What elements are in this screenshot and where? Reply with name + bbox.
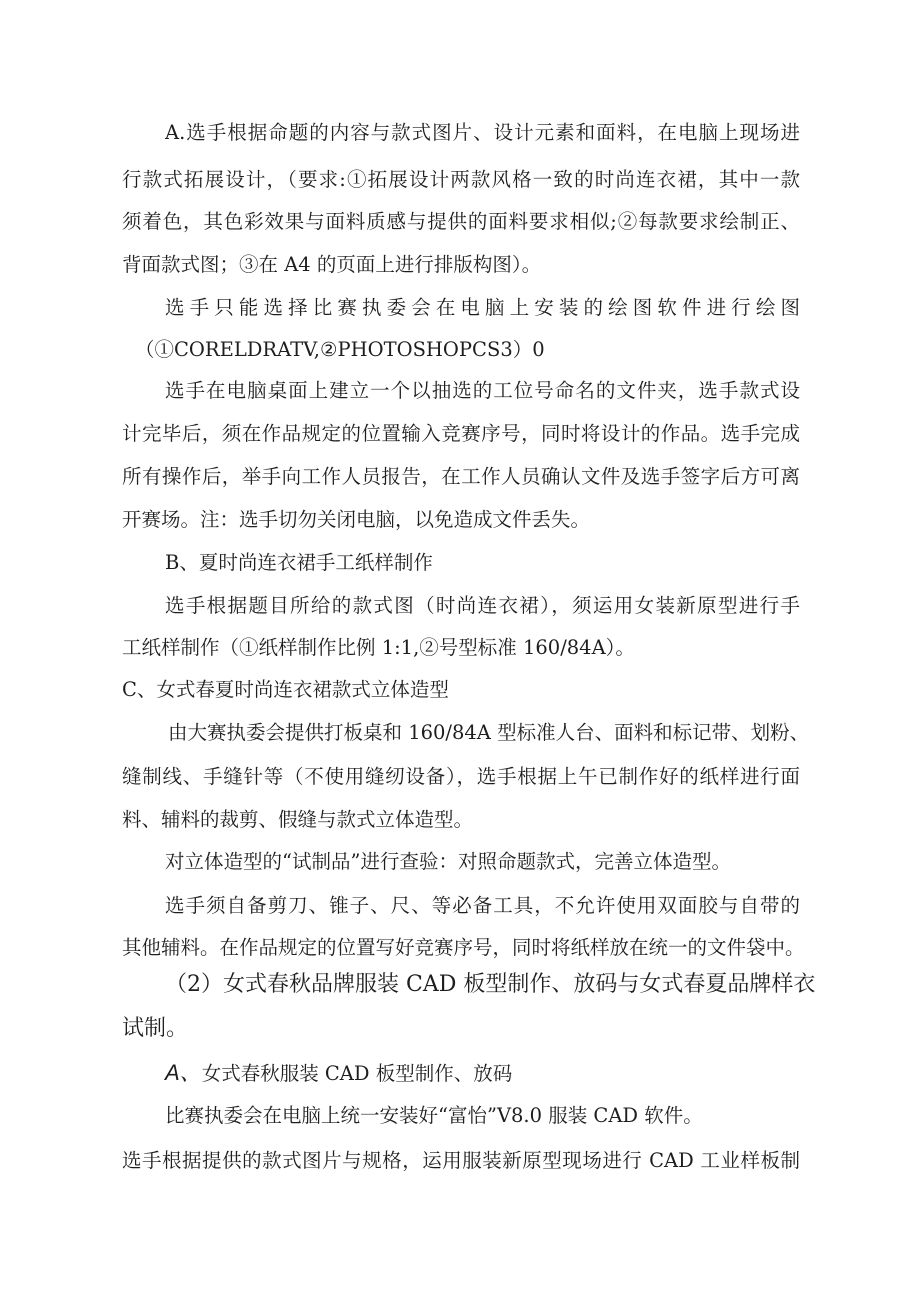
paragraph-a-line: 行款式拓展设计，（要求:①拓展设计两款风格一致的时尚连衣裙，其中一款 — [122, 168, 800, 191]
cad-software-paragraph-line: 比赛执委会在电脑上统一安装好“富怡”V8.0 服装 CAD 软件。 — [165, 1104, 703, 1127]
subsection-2-heading: 试制。 — [122, 1016, 189, 1041]
tools-paragraph-line: 选手须自备剪刀、锥子、尺、等必备工具，不允许使用双面胶与自带的 — [165, 894, 800, 917]
section-b-heading: B、夏时尚连衣裙手工纸样制作 — [165, 551, 433, 574]
folder-paragraph-line: 计完毕后，须在作品规定的位置输入竞赛序号，同时将设计的作品。选手完成 — [122, 422, 800, 445]
section-c-paragraph-line: 料、辅料的裁剪、假缝与款式立体造型。 — [122, 808, 474, 831]
paragraph-a-line: A.选手根据命题的内容与款式图片、设计元素和面料，在电脑上现场进 — [165, 121, 800, 144]
folder-paragraph-line: 所有操作后，举手向工作人员报告，在工作人员确认文件及选手签字后方可离 — [122, 465, 800, 488]
section-c-paragraph-line: 由大赛执委会提供打板桌和 160/84A 型标准人台、面料和标记带、划粉、 — [168, 721, 810, 744]
paragraph-a-line: 须着色，其色彩效果与面料质感与提供的面料要求相似;②每款要求绘制正、 — [122, 210, 800, 233]
folder-paragraph-line: 选手在电脑桌面上建立一个以抽选的工位号命名的文件夹，选手款式设 — [165, 379, 800, 402]
inspection-paragraph-line: 对立体造型的“试制品”进行查验：对照命题款式，完善立体造型。 — [165, 850, 731, 873]
tools-paragraph-line: 其他辅料。在作品规定的位置写好竞赛序号，同时将纸样放在统一的文件袋中。 — [122, 936, 805, 959]
section-c-heading: C、女式春夏时尚连衣裙款式立体造型 — [122, 678, 449, 701]
software-paragraph-line: （①CORELDRATV,②PHOTOSHOPCS3）0 — [135, 338, 545, 361]
section-b-paragraph-line: 工纸样制作（①纸样制作比例 1:1,②号型标准 160/84A）。 — [122, 636, 635, 659]
section-c-paragraph-line: 缝制线、手缝针等（不使用缝纫设备），选手根据上午已制作好的纸样进行面 — [122, 765, 800, 788]
paragraph-a-line: 背面款式图；③在 A4 的页面上进行排版构图）。 — [122, 253, 542, 276]
subsection-2-heading: （2）女式春秋品牌服装 CAD 板型制作、放码与女式春夏品牌样衣 — [165, 972, 816, 997]
folder-paragraph-line: 开赛场。注：选手切勿关闭电脑，以免造成文件丢失。 — [122, 508, 591, 531]
section-a-cad-heading: A、女式春秋服装 CAD 板型制作、放码 — [165, 1060, 513, 1085]
cad-paragraph-line: 选手根据提供的款式图片与规格，运用服装新原型现场进行 CAD 工业样板制 — [122, 1149, 800, 1172]
software-paragraph-line: 选手只能选择比赛执委会在电脑上安装的绘图软件进行绘图 — [165, 296, 800, 319]
section-b-paragraph-line: 选手根据题目所给的款式图（时尚连衣裙），须运用女装新原型进行手 — [165, 594, 800, 617]
